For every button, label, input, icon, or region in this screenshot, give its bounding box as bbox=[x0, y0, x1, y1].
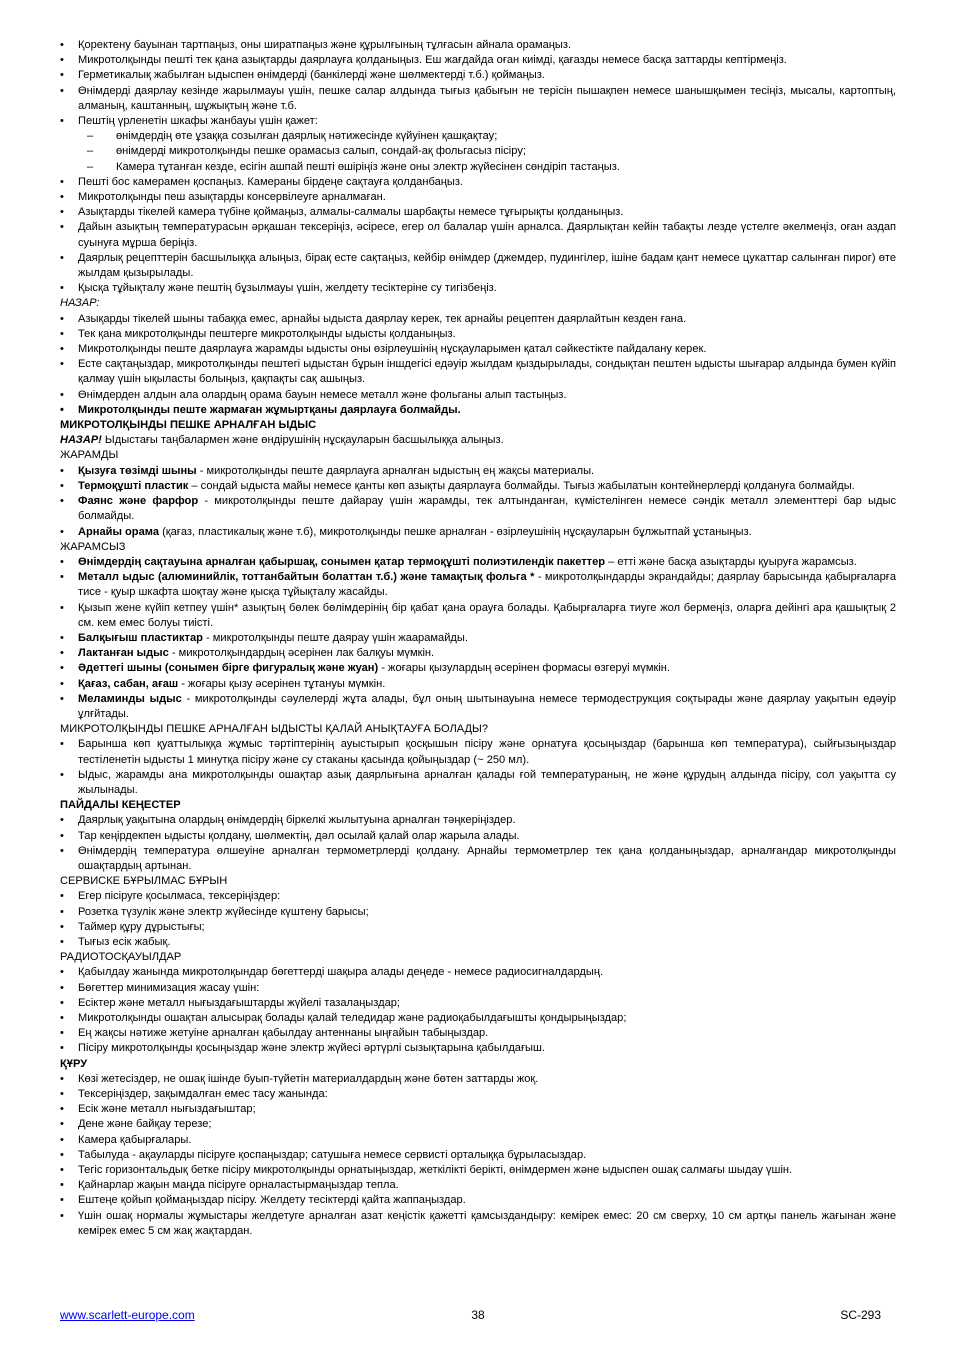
bullet-item: • Тар кеңірдекпен ыдысты қолдану, шөлмектің, дәл осылай қалай олар жарыла алады. bbox=[60, 829, 896, 844]
bullet-item: • Тегіс горизонтальдық бетке пісіру микротолқынды орнатыңыздар, жеткілікті берікті, өнімдермен және ыдыспен ошақ салмағы шыдау үшін. bbox=[60, 1163, 896, 1178]
bullet-item: • Есік және металл нығыздағыштар; bbox=[60, 1102, 896, 1117]
bullet-item bbox=[60, 494, 896, 524]
item-label: Қызуға төзімді шыны bbox=[78, 464, 197, 477]
bullet-item bbox=[60, 661, 896, 676]
item-text: - микротолқынды пеште дайарау үшін жарамды, тек алтынданған, күмістелінген немесе сәндік металл элементтері бар ыдыс болмайды. bbox=[78, 495, 896, 523]
section-heading: ПАЙДАЛЫ КЕҢЕСТЕР bbox=[60, 799, 181, 812]
subheading: РАДИОТОСҚАУЫЛДАР bbox=[60, 951, 182, 964]
page-footer bbox=[60, 1307, 881, 1323]
bullet-item bbox=[60, 570, 896, 600]
bullet-item: • Қысқа тұйықталу және пештің бұзылмауы үшін, желдету тесіктеріне су тигізбеңіз. bbox=[60, 281, 896, 296]
item-label: Термоқұшті пластик bbox=[78, 479, 189, 492]
bullet-item: • Пешті бос камерамен қоспаңыз. Камераны бірдеңе сақтауға қолданбаңыз. bbox=[60, 175, 896, 190]
dash-item: – өнімдерді микротолқынды пешке орамасыз салып, сондай-ақ фольгасыз пісіру; bbox=[60, 144, 896, 159]
item-label: Металл ыдыс (алюминийлік, тоттанбайтын болаттан т.б.) және тамақтық фольга * bbox=[78, 571, 535, 584]
item-text: - микротолқындарды экрандайды; даярлау барысында қабырғаларға тисе - қуыр шкафта шоқтау және қысқа тұйықталу жасайды. bbox=[78, 571, 896, 599]
subheading: ЖАРАМДЫ bbox=[60, 449, 119, 462]
item-text: - микротолқындардың әсерінен лак балқуы мүмкін. bbox=[168, 647, 435, 660]
bullet-item bbox=[60, 677, 896, 692]
item-text: - жоғары қызу әсерінен тұтануы мүмкін. bbox=[178, 677, 386, 690]
bullet-item: • Микротолқынды пеште жармаған жұмыртқаны даярлауға болмайды. bbox=[60, 403, 896, 418]
dash-item: – өнімдердің өте ұзаққа созылған даярлық нәтижесінде күйуінен қашқақтау; bbox=[60, 129, 896, 144]
model-number: SC-293 bbox=[840, 1308, 881, 1322]
document-body bbox=[60, 38, 896, 1239]
bullet-item: • Розетка түзулік және электр жүйесінде күштену барысы; bbox=[60, 905, 896, 920]
bullet-item bbox=[60, 479, 896, 494]
bullet-item: • Өнімдерден алдын ала олардың орама бауын немесе металл және фольганы алып тастыңыз. bbox=[60, 388, 896, 403]
item-label: Меламинды ыдыс bbox=[78, 692, 182, 705]
bullet-item bbox=[60, 464, 896, 479]
bullet-item bbox=[60, 646, 896, 661]
bullet-item: • Егер пісіруге қосылмаса, тексеріңіздер: bbox=[60, 889, 896, 904]
section-heading: ҚҰРУ bbox=[60, 1057, 88, 1070]
bullet-item: • Тек қана микротолқынды пештерге микротолқынды ыдысты қолданыңыз. bbox=[60, 327, 896, 342]
item-label: Әдеттегі шыны (сонымен бірге фигуралық және жуан) bbox=[78, 662, 379, 675]
bullet-item: • Қызып жене күйіп кетпеу үшін* азықтың бөлек бөлімдерінің бір қабат қана орауға болады. Қабырғаларға тиуге жол бермеңіз, оларға дейінгі ара қашықтық 2 см. кем емес болуы тиісті. bbox=[60, 601, 896, 631]
note-label: НАЗАР! bbox=[60, 434, 102, 447]
bullet-item: • Тексеріңіздер, зақымдалған емес тасу жанында: bbox=[60, 1087, 896, 1102]
item-text: - микротолқынды пеште даярау үшін жаарамайды. bbox=[202, 631, 468, 644]
bullet-item: • Микротолқынды ошақтан алысырақ болады қалай теледидар және радиоқабылдағышты қондырыңыздар; bbox=[60, 1011, 896, 1026]
bullet-item: • Есте сақтаңыздар, микротолқынды пештегі ыдыстан бұрын іншдегісі едәуір жылдам қыздырылады, сондықтан пештен ыдысты шығарар алдында бумен күйіп қалмау үшін ықыласты болыңыз, қақпақты сақ ашыңыз. bbox=[60, 357, 896, 387]
bullet-item: • Микротолқынды пешті тек қана азықтарды даярлауға қолданыңыз. Еш жағдайда оған киімді, қағазды немесе басқа заттарды кептірмеңіз. bbox=[60, 53, 896, 68]
bullet-item: • Герметикалық жабылған ыдыспен өнімдерді (банкілерді және шөлмектерді т.б.) қоймаңыз. bbox=[60, 68, 896, 83]
bullet-item: • Даярлық рецепттерін басшылыққа алыңыз, бірақ есте сақтаңыз, кейбір өнімдер (джемдер, пудингілер, ішіне бадам қант немесе цукаттар салынған пирог) өте жылдам қызырылады. bbox=[60, 251, 896, 281]
item-text: (қағаз, пластикалық және т.б), микротолқынды пешке арналған - өзірлеушінің нұсқауларын бұлжытпай ұстаныңыз. bbox=[159, 525, 752, 538]
item-label: Қағаз, сабан, ағаш bbox=[78, 677, 179, 690]
bullet-item: • Қоректену бауынан тартпаңыз, оны ширатпаңыз және құрылғының тұлғасын айнала орамаңыз. bbox=[60, 38, 896, 53]
bullet-item bbox=[60, 555, 896, 570]
bullet-item: • Барынша көп қуаттылыққа жұмыс тәртіптерінің ауыстырып қосқышын пісіру және орнатуға қосыңыздар (барынша көп температура), сыйғызыңыздар тестіленетін ыдысты 1 минутқа пісіру және су стаканы қасында қойыңыздар (~ 250 мл). bbox=[60, 737, 896, 767]
bullet-item bbox=[60, 631, 896, 646]
item-text: – етті және басқа азықтарды қуыруға жарамсыз. bbox=[605, 555, 857, 568]
note-paragraph bbox=[60, 433, 896, 448]
bullet-item: • Ештеңе қойып қоймаңыздар пісіру. Желдету тесіктерді қайта жаппаңыздар. bbox=[60, 1193, 896, 1208]
item-text: - микротолқынды пеште даярлауға арналған ыдыстың ең жақсы материалы. bbox=[196, 464, 595, 477]
note-label: НАЗАР: bbox=[60, 297, 100, 310]
bullet-item: • Дайын азықтың температурасын әрқашан тексеріңіз, әсіресе, егер ол балалар үшін арналса. Даярлықтан кейін табақты лезде үстелге әкелмеңіз, оған аздап суынуға мұрша беріңіз. bbox=[60, 220, 896, 250]
bullet-item: • Тығыз есік жабық. bbox=[60, 935, 896, 950]
item-text: – сондай ыдыста майы немесе қанты көп азықты даярлауға болмайды. Тығыз жабылатын контейнерлерді қолдануға болмайды. bbox=[188, 479, 855, 492]
section-heading: МИКРОТОЛҚЫНДЫ ПЕШКЕ АРНАЛҒАН ЫДЫС bbox=[60, 419, 317, 432]
bullet-item: • Өнімдерді даярлау кезінде жарылмауы үшін, пешке салар алдында тығыз қабығын не терісін пышақпен немесе шанышқымен тесіңіз, мысалы, картоптың, алманың, каштанның, шұжықтың және т.б. bbox=[60, 84, 896, 114]
item-text: - жоғары қызулардың әсерінен формасы өзгеруі мүмкін. bbox=[378, 662, 670, 675]
bullet-item bbox=[60, 525, 896, 540]
bullet-item: • Бөгеттер минимизация жасау үшін: bbox=[60, 981, 896, 996]
bullet-item: • Үшін ошақ нормалы жұмыстары желдетуге арналған азат кеңістік қажетті қамсыздандыру: кемірек емес: 20 см сверху, 10 см артқы панель жағынан және кемірек емес 5 см жақ жақтардан. bbox=[60, 1209, 896, 1239]
bullet-item: • Таймер құру дұрыстығы; bbox=[60, 920, 896, 935]
item-text: - микротолқынды сәулелерді жұта алады, бұл оның шытынауына немесе термодеструкция соқтырады және даярлау уақытын едәуір ұлғйтады. bbox=[78, 692, 896, 720]
item-label: Лактанған ыдыс bbox=[78, 647, 169, 660]
bullet-item: • Ыдыс, жарамды ана микротолқынды ошақтар азық даярлығына арналған қалады ғой температураның, не және құрудың алдында пісіру, сол уақытта су жылынады. bbox=[60, 768, 896, 798]
bullet-item: • Дене және байқау терезе; bbox=[60, 1117, 896, 1132]
bullet-item: • Өнімдердің температура өлшеуіне арналған термометрлерді қолдану. Арнайы термометрлер тек қана қолданыңыздар, арналғандар микротолқынды ошақтардың артынан. bbox=[60, 844, 896, 874]
bullet-item: • Азықарды тікелей шыны табаққа емес, арнайы ыдыста даярлау керек, тек арнайы рецептен даярлайтын кезден ғана. bbox=[60, 312, 896, 327]
dash-item: – Камера тұтанған кезде, есігін ашпай пешті өшіріңіз және оны электр жүйесінен сөндіріп тастаңыз. bbox=[60, 160, 896, 175]
subheading: МИКРОТОЛҚЫНДЫ ПЕШКЕ АРНАЛҒАН ЫДЫСТЫ ҚАЛАЙ АНЫҚТАУҒА БОЛАДЫ? bbox=[60, 723, 489, 736]
bullet-item: • Табылуда - ақауларды пісіруге қоспаңыздар; сатушыға немесе сервисті орталыққа бұрыласыздар. bbox=[60, 1148, 896, 1163]
bullet-item: • Ең жақсы нәтиже жетуіне арналған қабылдау антеннаны ыңғайын табыңыздар. bbox=[60, 1026, 896, 1041]
bullet-item: • Қайнарлар жақын маңда пісіруге орналастырмаңыздар теплa. bbox=[60, 1178, 896, 1193]
bullet-item: • Азықтарды тікелей камера түбіне қоймаңыз, алмалы-салмалы шарбақты немесе тұғырықты қолданыңыз. bbox=[60, 205, 896, 220]
website-link[interactable]: www.scarlett-europe.com bbox=[60, 1308, 195, 1322]
item-label: Өнімдердің сақтауына арналған қабыршақ, сонымен қатар термоқұшті полиэтилендік пакеттер bbox=[78, 555, 606, 568]
bullet-item: • Камера қабырғалары. bbox=[60, 1133, 896, 1148]
bullet-item: • Көзі жетесіздер, не ошақ ішінде буып-түйетін материалдардың және бөтен заттарды жоқ. bbox=[60, 1072, 896, 1087]
item-label: Арнайы орама bbox=[78, 525, 159, 538]
bullet-item: • Даярлық уақытына олардың өнімдердің біркелкі жылытуына арналған тәңкеріңіздер. bbox=[60, 813, 896, 828]
item-label: Фаянс және фарфор bbox=[78, 495, 199, 508]
item-text: Ыдыстағы таңбалармен және өндірушінің нұсқауларын басшылыққа алыңыз. bbox=[101, 434, 504, 447]
subheading: ЖАРАМСЫЗ bbox=[60, 540, 126, 553]
bullet-item: • Қабылдау жанында микротолқындар бөгеттерді шақыра алады деңеде - немесе радиосигналдардың. bbox=[60, 965, 896, 980]
subheading: СЕРВИСКЕ БҰРЫЛМАС БҰРЫН bbox=[60, 875, 228, 888]
bullet-item: • Пісіру микротолқынды қосыңыздар және электр жүйесі әртүрлі сызықтарына қабылдағыш. bbox=[60, 1041, 896, 1056]
item-label: Балқығыш пластиктар bbox=[78, 631, 203, 644]
bullet-item bbox=[60, 692, 896, 722]
bullet-item: • Есіктер және металл нығыздағыштарды жүйелі тазалаңыздар; bbox=[60, 996, 896, 1011]
page-number: 38 bbox=[471, 1308, 485, 1322]
bullet-item: • Микротолқынды пеште даярлауға жарамды ыдысты оны өзірлеушінің нұсқауларымен қатал сәйкестікте пайдалану керек. bbox=[60, 342, 896, 357]
bullet-item: • Микротолқынды пеш азықтарды консервілеуге арналмаған. bbox=[60, 190, 896, 205]
bullet-item: • Пештің үрленетін шкафы жанбауы үшін қажет: bbox=[60, 114, 896, 129]
